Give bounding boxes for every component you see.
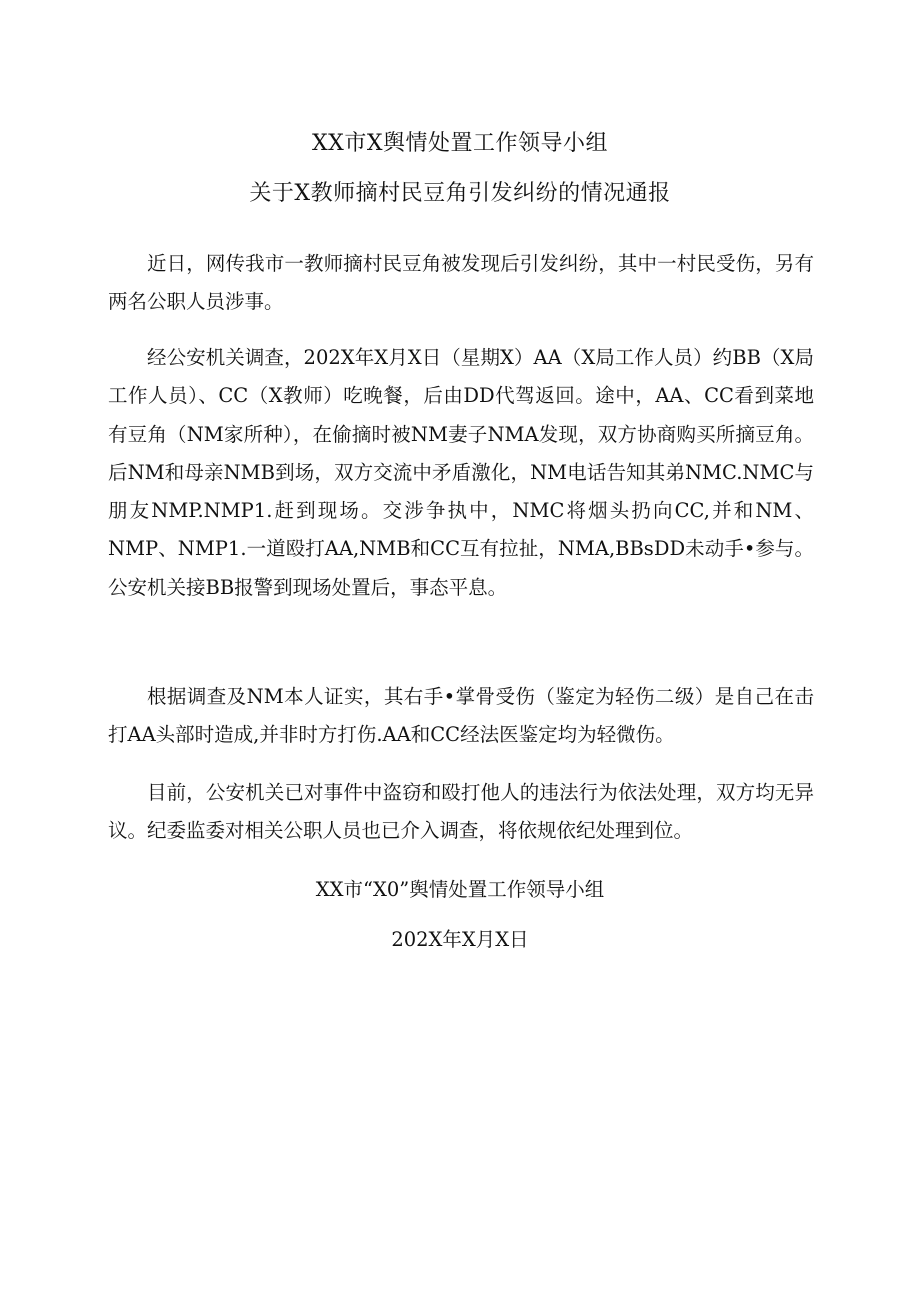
paragraph-3: 根据调查及NM本人证实，其右手•掌骨受伤（鉴定为轻伤二级）是自己在击打AA头部时造成,并非时方打伤.AA和CC经法医鉴定均为轻微伤。 <box>108 685 814 747</box>
paragraph-2: 经公安机关调查，202X年X月X日（星期X）AA（X局工作人员）约BB（X局工作人员）、CC（X教师）吃晚餐，后由DD代驾返回。途中，AA、CC看到菜地有豆角（NM家所种），在偷摘时被NM妻子NMA发现，双方协商购买所摘豆角。后NM和母亲NMB到场，双方交流中矛盾激化，NM电话告知其弟NMC.NMC与朋友NMP.NMP1.赶到现场。交涉争执中，NMC将烟头扔向CC,并和NM、NMP、NMP1.一道殴打AA,NMB和CC互有拉扯，NMA,BBsDD未动手•参与。公安机关接BB报警到现场处置后，事态平息。 <box>108 346 814 599</box>
paragraph-1: 近日，网传我市一教师摘村民豆角被发现后引发纠纷，其中一村民受伤，另有两名公职人员涉事。 <box>108 252 814 314</box>
document-title-line-2: 关于X教师摘村民豆角引发纠纷的情况通报 <box>249 181 671 206</box>
signature-date: 202X年X月X日 <box>391 928 529 951</box>
document-title-line-1: XX市X舆情处置工作领导小组 <box>312 131 608 156</box>
signature-organization: XX市“X0”舆情处置工作领导小组 <box>315 878 605 901</box>
paragraph-4: 目前，公安机关已对事件中盗窃和殴打他人的违法行为依法处理，双方均无异议。纪委监委对相关公职人员也已介入调查，将依规依纪处理到位。 <box>108 781 814 843</box>
